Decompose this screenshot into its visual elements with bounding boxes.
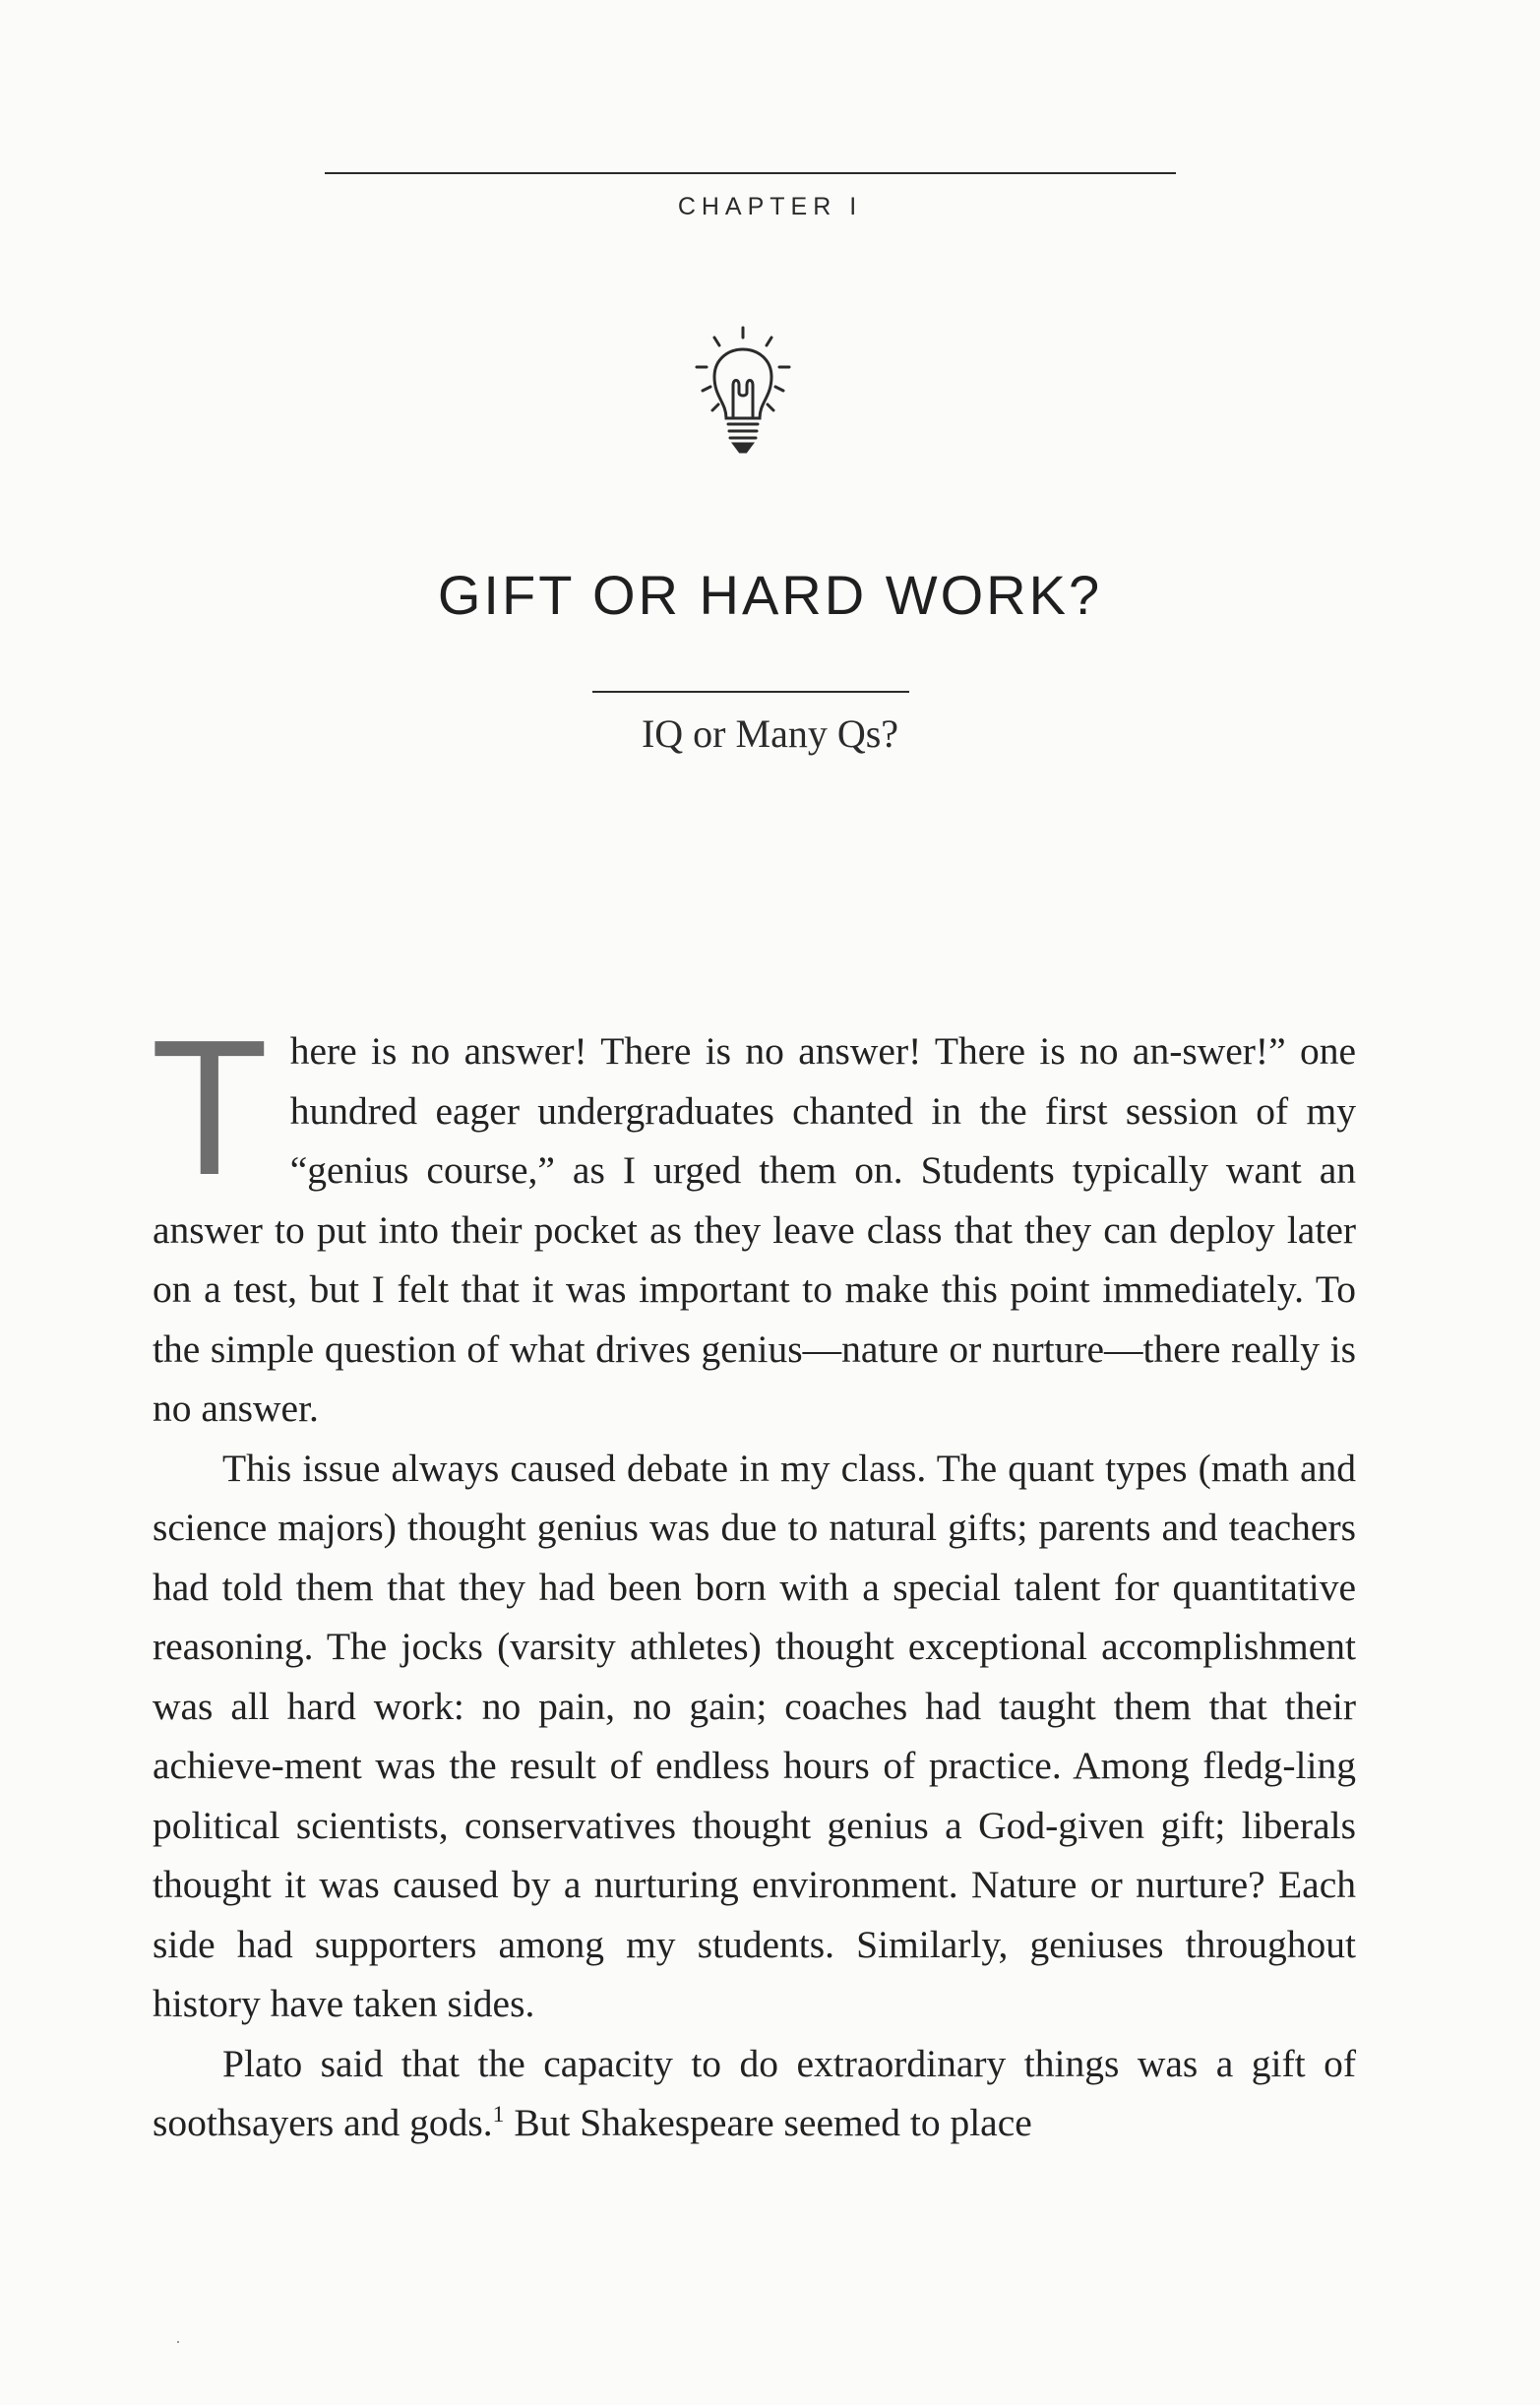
paragraph-3-text-a: Plato said that the capacity to do extraordinary things was a gift of soothsayers and gods.: [153, 2041, 1356, 2144]
paragraph-3-text-b: But Shakespeare seemed to place: [504, 2101, 1032, 2144]
footnote-marker[interactable]: 1: [492, 2101, 505, 2128]
top-rule: [325, 172, 1176, 174]
chapter-title: GIFT OR HARD WORK?: [437, 564, 1103, 626]
body-text: [151, 1000, 1356, 2153]
paragraph-3: [153, 2034, 1356, 2153]
page-mark: ·: [175, 2332, 181, 2352]
paragraph-1-text: here is no answer! There is no answer! There is no an-swer!” one hundred eager undergraduates chanted in the first session of my “genius course,” as I urged them on. Students typically want an answer to put into their pocket as they leave class that they can deploy later on a test, but I felt that it was important to make this point immediately. To the simple question of what drives genius—nature or nurture—there really is no answer.: [153, 1029, 1356, 1430]
paragraph-1: [151, 1000, 1356, 1439]
paragraph-2: This issue always caused debate in my class. The quant types (math and science majors) thought genius was due to natural gifts; parents and teachers had told them that they had been born with a special talent for quantitative reasoning. The jocks (varsity athletes) thought exceptional accomplishment was all hard work: no pain, no gain; coaches had taught them that their achieve-ment was the result of endless hours of practice. Among fledg-ling political scientists, conservatives thought genius a God-given gift; liberals thought it was caused by a nurturing environment. Nature or nurture? Each side had supporters among my students. Similarly, geniuses throughout history have taken sides.: [153, 1446, 1356, 2025]
chapter-label: CHAPTER I: [677, 193, 863, 220]
subtitle-rule: [592, 691, 909, 693]
drop-cap: T: [151, 1000, 269, 1215]
lightbulb-icon: [689, 320, 797, 467]
chapter-subtitle: IQ or Many Qs?: [641, 711, 899, 756]
